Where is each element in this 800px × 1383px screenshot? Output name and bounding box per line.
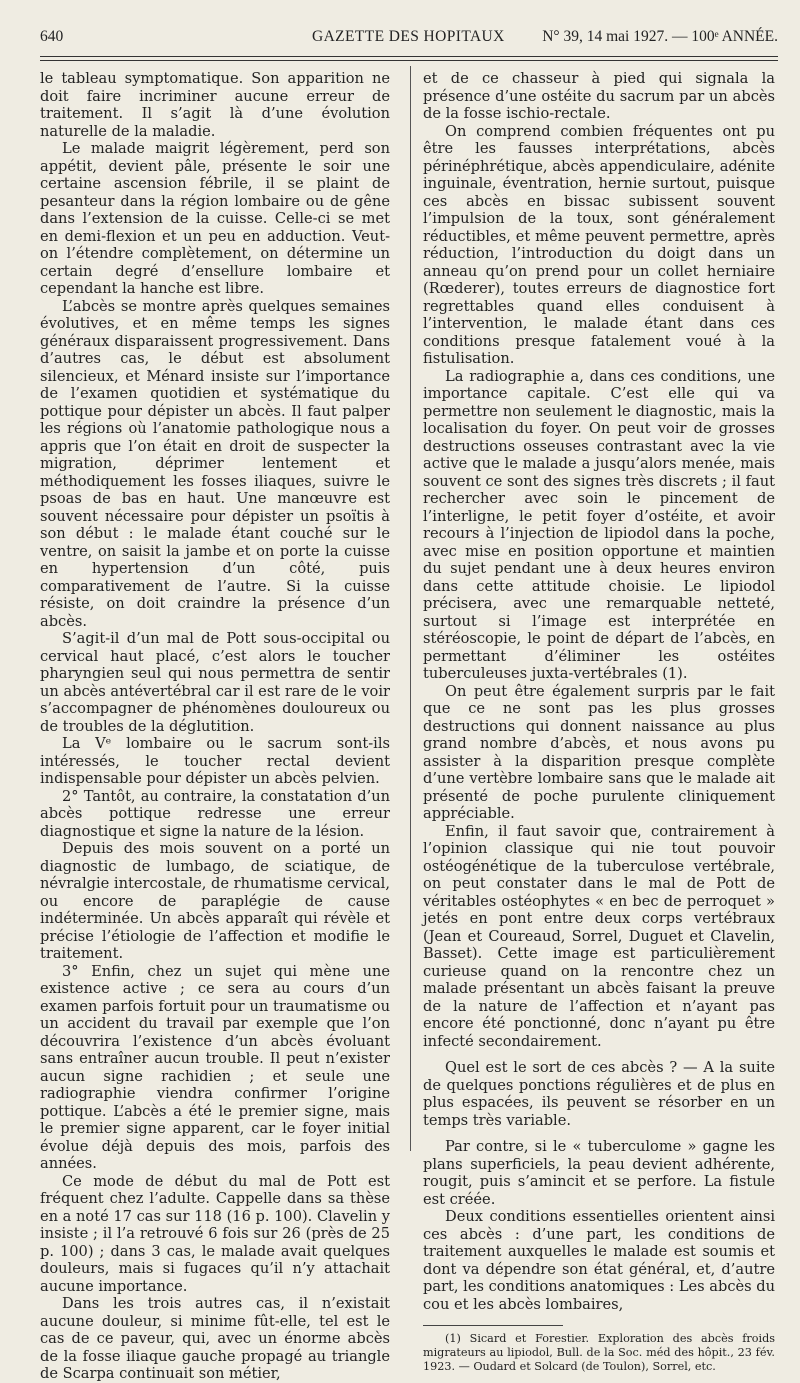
header-rule-thin	[40, 60, 778, 61]
paragraph: La Vᵉ lombaire ou le sacrum sont-ils intéressés, le toucher rectal devient indispensable pour dépister un abcès pelvien.	[40, 735, 390, 787]
paragraph: Le malade maigrit légèrement, perd son appétit, devient pâle, présente le soir une certaine ascension fébrile, il se plaint de pesanteur dans la région lombaire ou de gêne dans l’extension de la cuisse. Celle-ci se met en demi-flexion et un peu en adduction. Veut-on l’étendre complètement, on détermine un certain degré d’ensellure lombaire et cependant la hanche est libre.	[40, 140, 390, 297]
page-number: 640	[40, 28, 64, 45]
journal-title: GAZETTE DES HOPITAUX	[312, 28, 505, 45]
footnote: (1) Sicard et Forestier. Exploration des abcès froids migrateurs au lipiodol, Bull. de la Soc. méd des hôpit., 23 fév. 1923. — Oudard et Solcard (de Toulon), Sorrel, etc.	[423, 1332, 775, 1373]
paragraph: 3° Enfin, chez un sujet qui mène une existence active ; ce sera au cours d’un examen parfois fortuit pour un traumatisme ou un accident du travail par exemple que l’on découvrira l’existence d’un abcès évoluant sans entraîner aucun trouble. Il peut n’exister aucun signe rachidien ; et seule une radiographie viendra confirmer l’origine pottique. L’abcès a été le premier signe, mais le premier signe apparent, car le foyer initial évolue déjà depuis des mois, parfois des années.	[40, 962, 390, 1172]
footnote-rule	[423, 1325, 563, 1326]
column-divider	[410, 66, 411, 1151]
paragraph: On comprend combien fréquentes ont pu être les fausses interprétations, abcès périnéphrétique, abcès appendiculaire, adénite inguinale, éventration, hernie surtout, puisque ces abcès en bissac subissent souvent l’impulsion de la toux, sont généralement réductibles, et même peuvent permettre, après réduction, l’introduction du doigt dans un anneau qu’on prend pour un collet herniaire (Rœderer), toutes erreurs de diagnostice fort regrettables quand elles conduisent à l’intervention, le malade étant dans ces conditions presque fatalement voué à la fistulisation.	[423, 122, 775, 367]
issue-info: N° 39, 14 mai 1927. — 100ᵉ ANNÉE.	[542, 28, 778, 45]
paragraph: Quel est le sort de ces abcès ? — A la suite de quelques ponctions régulières et de plus en plus espacées, ils peuvent se résorber en un temps très variable.	[423, 1059, 775, 1129]
running-header	[40, 24, 778, 48]
paragraph: La radiographie a, dans ces conditions, une importance capitale. C’est elle qui va permettre non seulement le diagnostic, mais la localisation du foyer. On peut voir de grosses destructions osseuses contrastant avec la vie active que le malade a jusqu’alors menée, mais souvent ce sont des signes très discrets ; il faut rechercher avec soin le pincement de l’interligne, le petit foyer d’ostéite, et avoir recours à l’injection de lipiodol dans la poche, avec mise en position opportune et maintien du sujet pendant une à deux heures environ dans cette attitude choisie. Le lipiodol précisera, avec une remarquable netteté, surtout si l’image est interprétée en stéréoscopie, le point de départ de l’abcès, en permettant d’éliminer les ostéites tuberculeuses juxta-vertébrales (1).	[423, 367, 775, 682]
right-column	[423, 70, 775, 1374]
paragraph: Par contre, si le « tuberculome » gagne les plans superficiels, la peau devient adhérente, rougit, puis s’amincit et se perfore. La fistule est créée.	[423, 1138, 775, 1208]
paragraph: Depuis des mois souvent on a porté un diagnostic de lumbago, de sciatique, de névralgie intercostale, de rhumatisme cervical, ou encore de paraplégie de cause indéterminée. Un abcès apparaît qui révèle et précise l’étiologie de l’affection et modifie le traitement.	[40, 840, 390, 962]
paragraph: Ce mode de début du mal de Pott est fréquent chez l’adulte. Cappelle dans sa thèse en a noté 17 cas sur 118 (16 p. 100). Clavelin y insiste ; il l’a retrouvé 6 fois sur 26 (près de 25 p. 100) ; dans 3 cas, le malade avait quelques douleurs, mais si fugaces qu’il n’y attachait aucune importance.	[40, 1172, 390, 1295]
left-column	[40, 70, 390, 1383]
paragraph: Enfin, il faut savoir que, contrairement à l’opinion classique qui nie tout pouvoir ostéogénétique de la tuberculose vertébrale, on peut constater dans le mal de Pott de véritables ostéophytes « en bec de perroquet » jetés en pont entre deux corps vertébraux (Jean et Coureaud, Sorrel, Duguet et Clavelin, Basset). Cette image est particulièrement curieuse quand on la rencontre chez un malade présentant un abcès faisant la preuve de la nature de l’affection et n’ayant pas encore été ponctionné, donc n’ayant pu être infecté secondairement.	[423, 822, 775, 1050]
paragraph: On peut être également surpris par le fait que ce ne sont pas les plus grosses destructions qui donnent naissance au plus grand nombre d’abcès, et nous avons pu assister à la disparition presque complète d’une vertèbre lombaire sans que le malade ait présenté de poche purulente cliniquement appréciable.	[423, 682, 775, 822]
paragraph: Dans les trois autres cas, il n’existait aucune douleur, si minime fût-elle, tel est le cas de ce paveur, qui, avec un énorme abcès de la fosse iliaque gauche propagé au triangle de Scarpa continuait son métier,	[40, 1295, 390, 1382]
paragraph: L’abcès se montre après quelques semaines évolutives, et en même temps les signes généraux disparaissent progressivement. Dans d’autres cas, le début est absolument silencieux, et Ménard insiste sur l’importance de l’examen quotidien et systématique du pottique pour dépister un abcès. Il faut palper les régions où l’anatomie pathologique nous a appris que l’on était en droit de suspecter la migration, déprimer lentement et méthodiquement les fosses iliaques, suivre le psoas de bas en haut. Une manœuvre est souvent nécessaire pour dépister un psoïtis à son début : le malade étant couché sur le ventre, on saisit la jambe et on porte la cuisse en hypertension d’un côté, puis comparativement de l’autre. Si la cuisse résiste, on doit craindre la présence d’un abcès.	[40, 297, 390, 630]
paragraph: Deux conditions essentielles orientent ainsi ces abcès : d’une part, les conditions de traitement auxquelles le malade est soumis et dont va dépendre son état général, et, d’autre part, les conditions anatomiques : Les abcès du cou et les abcès lombaires,	[423, 1208, 776, 1313]
paragraph: et de ce chasseur à pied qui signala la présence d’une ostéite du sacrum par un abcès de la fosse ischio-rectale.	[423, 70, 775, 122]
paragraph: 2° Tantôt, au contraire, la constatation d’un abcès pottique redresse une erreur diagnostique et signe la nature de la lésion.	[40, 787, 390, 840]
paragraph: S’agit-il d’un mal de Pott sous-occipital ou cervical haut placé, c’est alors le toucher pharyngien seul qui nous permettra de sentir un abcès antévertébral car il est rare de le voir s’accompagner de phénomènes douloureux ou de troubles de la déglutition.	[40, 630, 390, 735]
header-rule-thick	[40, 56, 778, 57]
paragraph: le tableau symptomatique. Son apparition ne doit faire incriminer aucune erreur de traitement. Il s’agit là d’une évolution naturelle de la maladie.	[40, 70, 390, 140]
